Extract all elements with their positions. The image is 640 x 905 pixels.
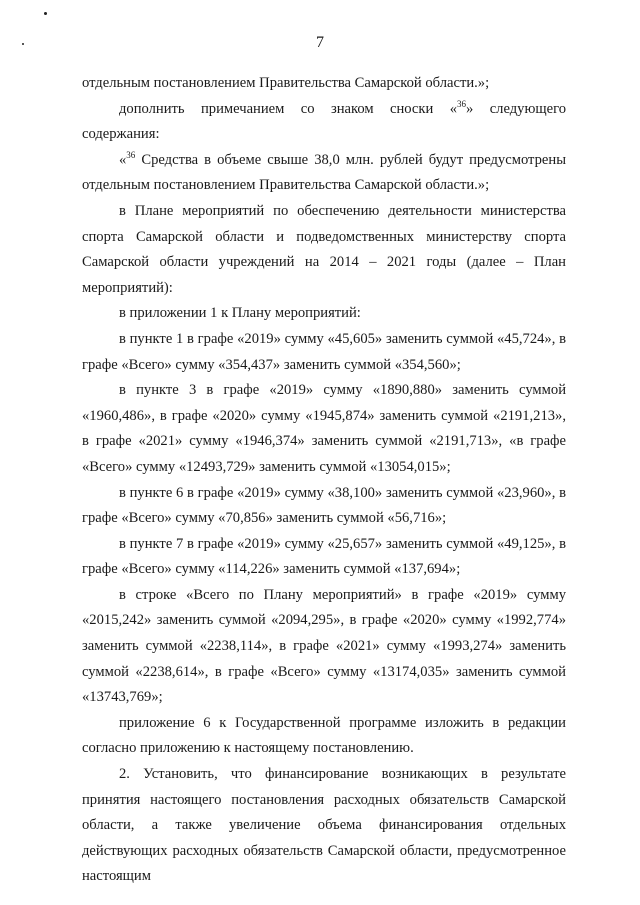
- paragraph: [82, 532, 566, 583]
- paragraph: [82, 481, 566, 532]
- paragraph: [82, 301, 566, 327]
- paragraph-text: » следующего содержания:: [82, 100, 567, 143]
- paragraph-text: в строке «Всего по Плану мероприятий» в графе «2019» сумму «2015,242» заменить суммой «2094,295», в графе «2020» сумму «1992,774» заменить суммой «2238,114», в графе «2021» сумму «1993,274» заменить суммой «2238,614», в графе «Всего» сумму «13174,035» заменить суммой «13743,769»;: [82, 586, 566, 706]
- paragraph-text: 2. Установить, что финансирование возникающих в результате принятия настоящего постановления расходных обязательств Самарской области, а также увеличение объема финансирования отдельных действующих расходных обязательств Самарской области, предусмотренное настоящим: [82, 766, 566, 885]
- scan-mark: [44, 12, 47, 15]
- paragraph-text: дополнить примечанием со знаком сноски «: [119, 100, 458, 117]
- paragraph-text: приложение 6 к Государственной программе изложить в редакции согласно приложению к настоящему постановлению.: [82, 714, 566, 757]
- footnote-marker: 36: [457, 98, 467, 109]
- paragraph: [82, 583, 566, 711]
- paragraph-text: отдельным постановлением Правительства Самарской области.»;: [82, 75, 490, 91]
- paragraph: [82, 148, 566, 199]
- paragraph-text: в приложении 1 к Плану мероприятий:: [119, 305, 361, 322]
- document-body: [82, 71, 566, 890]
- paragraph: [82, 97, 566, 148]
- paragraph-text: «: [119, 151, 127, 168]
- paragraph: [82, 71, 566, 97]
- paragraph: [82, 762, 566, 890]
- page-number: 7: [316, 34, 324, 51]
- footnote-marker: 36: [126, 149, 136, 160]
- paragraph: [82, 378, 566, 480]
- paragraph-text: в пункте 7 в графе «2019» сумму «25,657» заменить суммой «49,125», в графе «Всего» сумму «114,226» заменить суммой «137,694»;: [82, 535, 566, 578]
- paragraph-text: в пункте 3 в графе «2019» сумму «1890,880» заменить суммой «1960,486», в графе «2020» сумму «1945,874» заменить суммой «2191,213», в графе «2021» сумму «1946,374» заменить суммой «2191,713», «в графе «Всего» сумму «12493,729» заменить суммой «13054,015»;: [82, 382, 566, 475]
- paragraph: [82, 327, 566, 378]
- paragraph: [82, 711, 566, 762]
- paragraph-text: Средства в объеме свыше 38,0 млн. рублей будут предусмотрены отдельным постановлением Правительства Самарской области.»;: [82, 151, 566, 194]
- paragraph: [82, 199, 566, 301]
- paragraph-text: в пункте 1 в графе «2019» сумму «45,605» заменить суммой «45,724», в графе «Всего» сумму «354,437» заменить суммой «354,560»;: [82, 330, 566, 373]
- paragraph-text: в пункте 6 в графе «2019» сумму «38,100» заменить суммой «23,960», в графе «Всего» сумму «70,856» заменить суммой «56,716»;: [82, 484, 566, 527]
- paragraph-text: в Плане мероприятий по обеспечению деятельности министерства спорта Самарской области и подведомственных министерству спорта Самарской области учреждений на 2014 – 2021 годы (далее – План мероприятий):: [82, 202, 566, 296]
